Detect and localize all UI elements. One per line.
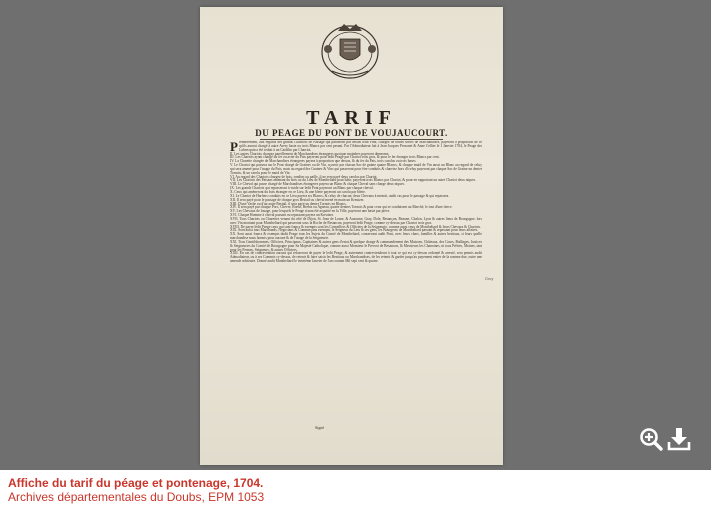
caption-title: Affiche du tarif du péage et pontenage, 1704. xyxy=(8,476,264,490)
document-title: TARIF xyxy=(306,107,397,129)
article-13: XIII. D'une Vache ou d'un autre Bestail, il sera payé un denier Tornois en Blancs. xyxy=(230,201,347,206)
zoom-button[interactable] xyxy=(638,426,664,452)
article-19: XIX. Sont aussi tous Marchands, Negocians & Commerçans exempts, le Seigneur du Lieu & ses gens, les Bourgeois de Montbeliard passant & repassant pour leurs affaires. xyxy=(230,228,479,233)
article-17: XVII. Tous Chariots ou Charettes venant du côté de Dijon, St. Jean de Losne, & Auxonne, Gray, Dole, Besançon, Beaune, Chalon, Lyon & autres lieux de Bourgogne, lors avec Vin montant pour Montbeliard qui passeront sous la Roche de Besancon, payeront ledit Peage, comme cy-dessus par Chariot trois gros. xyxy=(230,216,482,225)
document-body xyxy=(230,141,482,437)
article-2: II. Les autres Chariots chargez pareillement de Marchandises étrangeres quoique moindres payeront demesme. xyxy=(230,151,390,156)
article-5: V. Le Chariot qui passera sur le Pont chargé de Graines ou de Vin, sçavoir par chacun Sac de graine quatre Blancs, & chaque muid de Vin aussi un Blanc au regard de celuy qui sera amené pour l'usage du Pais, mais au regard des Graines & Vins qui passeront pour être conduits & charriez hors d'iceluy payeront par chaque Sac de Graine un denier Tornois, & un carolu pour le muid de Vin. xyxy=(230,163,482,175)
document-subtitle: DU PEAGE DU PONT DE VOUJAUCOURT. xyxy=(255,128,448,138)
article-9: IX. Les grands Chariots qui repasseront à vuide sur ledit Pont payeront un Blanc par chaque cheval. xyxy=(230,186,374,191)
article-3: III. Les Chariots ayant chargé du fer ou acier du Pais payeront pour ledit Peage par Chariot trois gros, & pour le fer étranger trois Blancs par cent. xyxy=(230,155,440,160)
margin-annotation: Gray xyxy=(485,276,494,281)
signature: Signé xyxy=(315,425,325,430)
article-10: X. Ceux qui amèneront du bois étranger en ce Lieu, & une bôete payeront un carolu par bôete. xyxy=(230,189,366,194)
article-22: XXII. En cas de contravention aucuns qui refuseront de payer le ledit Peage, & autrement contreviendront à tout ce qui est cy-dessus ordonné & arresté, sera permis audit Admodiateur, ou à ses Commis cy-dessus, de retenir & faire saisir les Bestiaux ou Marchandises, de les retenir & garder jusqu'au payement entier de la somme due, outre une amende arbitraire. Donné audit Montbeliard le treiziéme Janvier de l'an courant Mil sept cent & quatre. xyxy=(230,251,482,264)
article-14: XIV. Il sera payé par chaque Porc, Chevre, Boeuf, Brebis ou Agneau, quatre deniers Tornois & pour ceux qui se conduisent au Marché, le tout d'une tierce. xyxy=(230,205,453,210)
article-16: XVI. Chaque Homme à cheval passant ou repassant payera un Kreutzer. xyxy=(230,213,334,218)
document-image xyxy=(200,7,503,465)
article-8: VIII. Le Cheval qui passe chargé de Marchandises étrangeres payera un Blanc & chaque Cheval sans charge deux niques. xyxy=(230,182,405,187)
article-18: XVIII. De payer ledit Peage ceux qui sont francs & exempts sont les Conseillers & Officiers de la Seigneurie, comme aussi ceux de Montbeliard & leurs Chevaux & Chariots. xyxy=(230,224,481,229)
article-12: XII. Il sera payé pour le passage de chaque gros Bestail ou cheval mené en main un Kreutzer. xyxy=(230,197,365,202)
article-11: XI. Le Chariot de Harfens conduits en ce Lieu payera six Blancs, & celuy de chacun, deux Chevaux à menoit, audit cas pour le passage & qui repassera. xyxy=(230,193,450,198)
title-rule xyxy=(260,139,443,140)
article-4: IV. La Charette chargée de Marchandises étrangeres payera à proportion que dessus, & du fer du Pais, trois carolus ou trois bases. xyxy=(230,159,417,164)
coat-of-arms-icon xyxy=(318,19,382,81)
zoom-in-icon xyxy=(638,426,664,452)
article-7: VII. Les Chariots des Paisans amenant du bois ou du Lieu de Montbeliard pour bâtir, payeront trois Blancs par Chariot, & pour en rapportant un autre Chariot deux niques. xyxy=(230,178,476,183)
download-button[interactable] xyxy=(666,426,692,452)
article-21: XXI. Tous Gentilshommes, Officiers, Principaux, Capitaines & autres gens d'estat & quelque charge & commandement des Maisons, Châteaux, des Cours, Baillages, Justices & Seigneuries du Comté de Bourgogne pour Sa Majesté Catholique, comme aussi Monsieur le Prevost de Besancon, & Messieurs les Chanoines, ni tous Prêtres, Moines, tant pour les Fermes, Seigneurs, & autres Officiers. xyxy=(230,239,482,252)
drop-cap: P xyxy=(230,141,238,154)
caption xyxy=(8,476,264,504)
article-6: VI. Au regard des Chariots chargez de bois, rondins ou paille, il ne sera payé deux carolus par Chariot. xyxy=(230,174,378,179)
article-15: XV. Les Chevaux de louage, pour lesquels le Peage n'aura été acquitté en la Ville, payeront une baste par pièce. xyxy=(230,209,391,214)
download-icon xyxy=(666,426,692,452)
caption-source: Archives départementales du Doubs, EPM 1053 xyxy=(8,490,265,504)
article-20: XX. Sont aussi francs & exempts dudit Peage tous les Sujets du Comté de Montbeliard, conservant audit Pont, avec leurs chars, familles & autres bestiaux, si leurs quelle marchandise mais hormis pour aucune & de l'usage de la Seigneurie. xyxy=(230,232,482,241)
article-1: remierement, aux regards des grands Charriots de Passage qui passeront par deslus ledit Pont, chargez de toutes sortes de Marchandises, payeront à proportion de ce qu'ils auront chargé à autre Avery baste ou trois Blancs par cent pesant. Par l'Admodiateur fait à Jean Jacques Personet & Anne Cellier le 1 Janvier 1704, le Peage des Lubrecquin a été reduit à un Cardilin par Charriot. xyxy=(238,141,482,152)
